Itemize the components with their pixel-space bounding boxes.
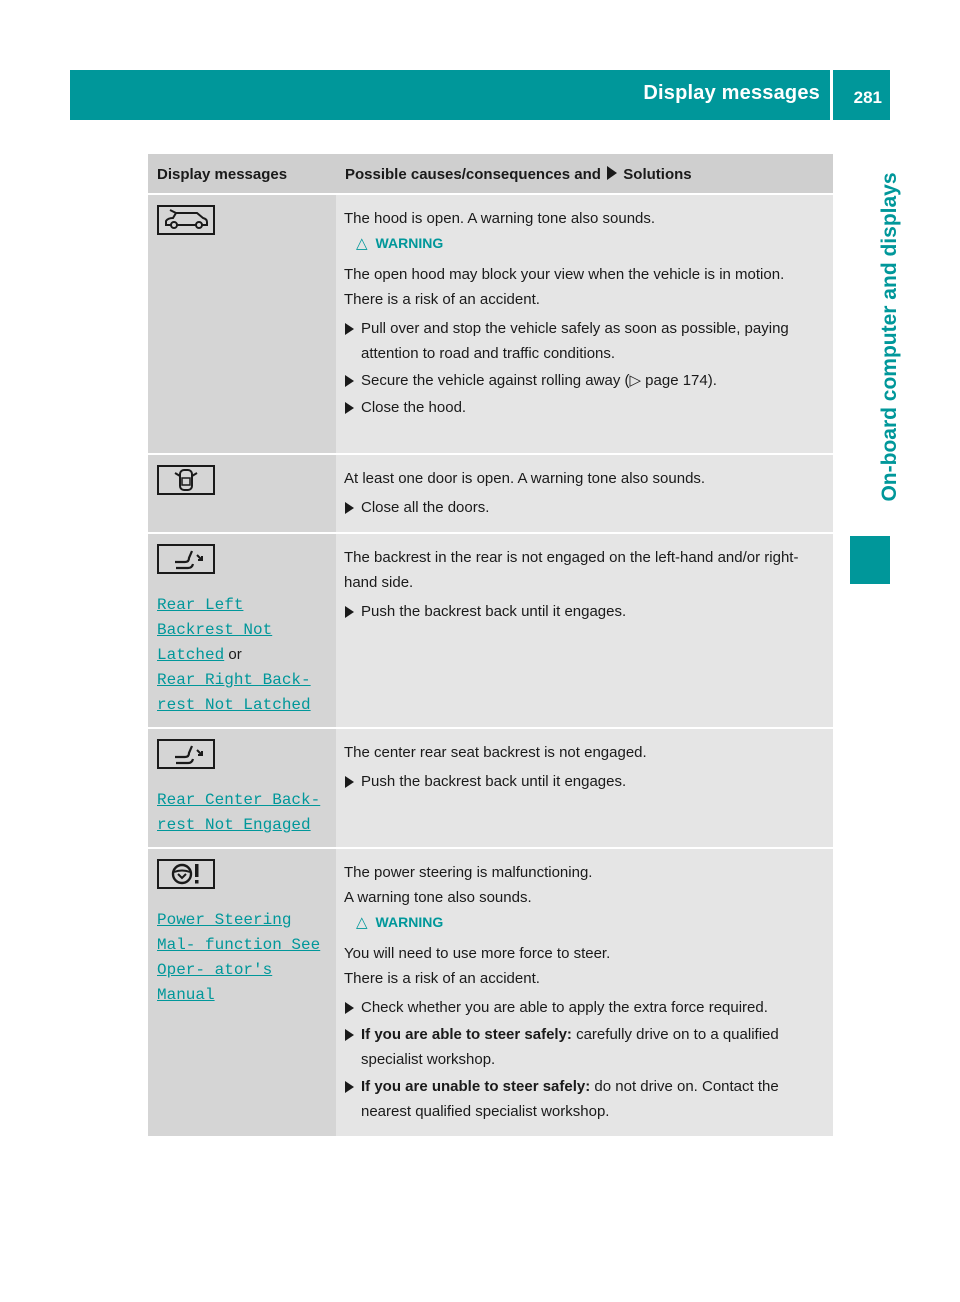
solution-cell — [336, 454, 833, 533]
step-lead: If you are able to steer safely: — [361, 1026, 572, 1043]
row-intro: The backrest in the rear is not engaged on the left-hand and/or right-hand side. — [344, 549, 799, 591]
display-messages-table — [148, 154, 833, 1136]
chapter-marker-block — [850, 536, 890, 584]
solution-step: Close the hood. — [344, 395, 825, 420]
message-cell — [148, 848, 336, 1136]
solution-step — [344, 1074, 825, 1124]
display-message — [157, 907, 327, 1007]
display-message — [157, 592, 327, 717]
row-intro: A warning tone also sounds. — [344, 889, 532, 906]
table-row — [148, 533, 833, 728]
step-text: carefully drive on to a qualified specialist workshop. — [361, 1026, 779, 1068]
warning-text: The open hood may block your view when the vehicle is in motion. — [344, 266, 785, 283]
message-cell — [148, 533, 336, 728]
table-row — [148, 728, 833, 848]
column-header-solutions-post: Solutions — [623, 166, 692, 183]
message-text: Rear Left Backrest Not Latched — [157, 596, 273, 664]
warning-text: You will need to use more force to steer. — [344, 945, 611, 962]
display-message — [157, 787, 327, 837]
solution-steps — [344, 599, 825, 624]
warning-text: There is a risk of an accident. — [344, 291, 540, 308]
warning-triangle-icon: △ — [356, 235, 368, 252]
table-header-row — [148, 154, 833, 194]
solution-steps — [344, 769, 825, 794]
solution-steps — [344, 995, 825, 1124]
solution-cell — [336, 728, 833, 848]
steering-wheel-warning-icon — [157, 859, 215, 889]
page-header-bar — [70, 70, 890, 120]
warning-heading: △ WARNING — [356, 231, 825, 256]
seat-backrest-icon — [157, 739, 215, 769]
page-number: 281 — [853, 88, 882, 107]
chapter-label: On-board computer and displays — [878, 172, 901, 502]
solution-cell — [336, 848, 833, 1136]
solution-step: Push the backrest back until it engages. — [344, 599, 825, 624]
table-row — [148, 848, 833, 1136]
door-open-icon — [157, 465, 215, 495]
message-or: or — [228, 646, 242, 663]
message-cell — [148, 728, 336, 848]
section-title: Display messages — [643, 82, 820, 104]
row-intro: The hood is open. A warning tone also sounds. — [344, 210, 656, 227]
solution-step: Secure the vehicle against rolling away (▷ page 174). — [344, 368, 825, 393]
seat-backrest-icon — [157, 544, 215, 574]
chapter-side-tab — [850, 160, 901, 530]
message-cell — [148, 194, 336, 454]
column-header-solutions-pre: Possible causes/consequences and — [345, 166, 601, 183]
row-intro: The power steering is malfunctioning. — [344, 864, 593, 881]
solution-step: Push the backrest back until it engages. — [344, 769, 825, 794]
warning-text: There is a risk of an accident. — [344, 970, 540, 987]
solution-step: Pull over and stop the vehicle safely as soon as possible, paying attention to road and traffic conditions. — [344, 316, 825, 366]
solution-step: Check whether you are able to apply the extra force required. — [344, 995, 825, 1020]
header-divider — [830, 70, 833, 120]
warning-triangle-icon: △ — [356, 914, 368, 931]
column-header-messages: Display messages — [148, 154, 336, 194]
row-intro: The center rear seat backrest is not engaged. — [344, 744, 647, 761]
message-text: Power Steering Mal‐ function See Oper‐ ator's Manual — [157, 911, 321, 1004]
message-cell — [148, 454, 336, 533]
column-header-solutions — [336, 154, 833, 194]
message-text: Rear Center Back‐ rest Not Engaged — [157, 791, 321, 834]
warning-heading: △ WARNING — [356, 910, 825, 935]
solution-step — [344, 1022, 825, 1072]
row-intro: At least one door is open. A warning tone also sounds. — [344, 470, 706, 487]
solution-cell — [336, 194, 833, 454]
message-text: Rear Right Back‐ rest Not Latched — [157, 671, 311, 714]
solution-cell — [336, 533, 833, 728]
hood-open-icon — [157, 205, 215, 235]
solution-arrow-icon — [607, 166, 617, 180]
solution-steps — [344, 316, 825, 420]
step-lead: If you are unable to steer safely: — [361, 1078, 591, 1095]
solution-steps — [344, 495, 825, 520]
step-text: do not drive on. Contact the nearest qualified specialist workshop. — [361, 1078, 779, 1120]
table-row — [148, 454, 833, 533]
table-row — [148, 194, 833, 454]
solution-step: Close all the doors. — [344, 495, 825, 520]
